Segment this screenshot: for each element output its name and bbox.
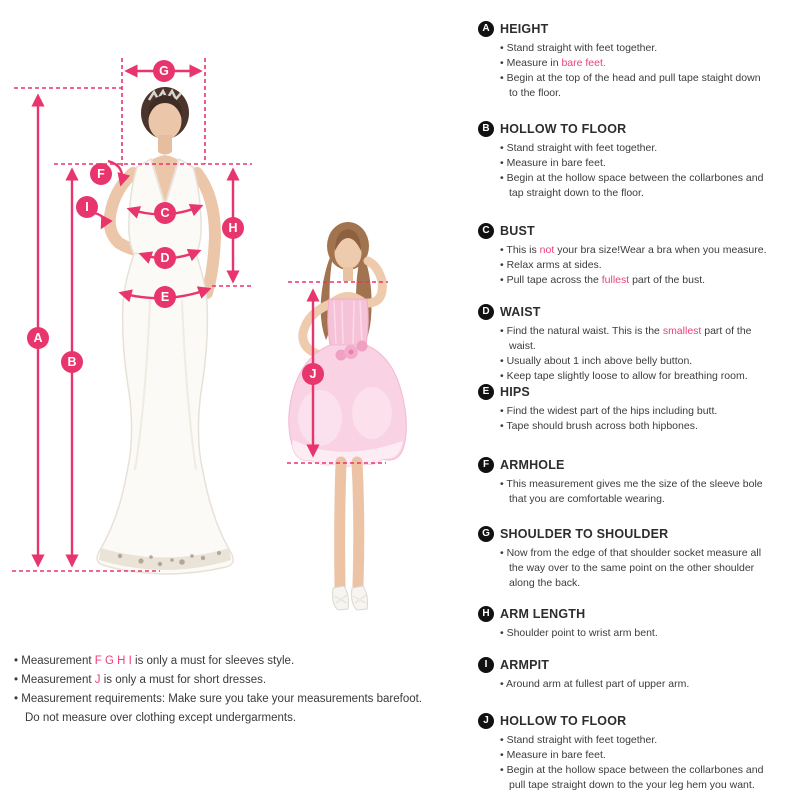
white-shoe <box>333 586 349 610</box>
bullet <box>500 626 772 641</box>
note-pre: Measurement <box>21 655 95 667</box>
letter-badge: A <box>478 21 494 37</box>
section-height <box>478 20 796 101</box>
letter-badge: G <box>478 526 494 542</box>
section-arm-length <box>478 605 796 641</box>
bullet-pre: Stand straight with feet together. <box>506 734 658 746</box>
footnote <box>14 652 466 671</box>
note-hot: F G H I <box>94 655 132 667</box>
bullet-pre: Shoulder point to wrist arm bent. <box>506 627 658 639</box>
bullet-pre: Begin at the hollow space between the collarbones and tap straight down to the floor. <box>506 172 764 199</box>
measure-label-h: H <box>222 217 244 239</box>
bullet-hot: bare feet. <box>561 57 606 69</box>
letter-badge: D <box>478 304 494 320</box>
bullet <box>500 71 772 101</box>
bullet <box>500 677 772 692</box>
note-post: is only a must for sleeves style. <box>131 655 295 667</box>
section-waist <box>478 303 796 384</box>
bullet-pre: This measurement gives me the size of the sleeve bole that you are comfortable wearing. <box>506 478 763 505</box>
letter-badge: J <box>478 713 494 729</box>
bullet-post: your bra size!Wear a bra when you measure. <box>554 244 767 256</box>
bullet <box>500 419 772 434</box>
note-pre: Do not measure over clothing except undergarments. <box>25 712 297 724</box>
bullet <box>500 56 772 71</box>
section-hollow-to-floor <box>478 120 796 201</box>
bullet-pre: Around arm at fullest part of upper arm. <box>506 678 690 690</box>
section-armhole <box>478 456 796 507</box>
section-title: BUST <box>500 223 535 238</box>
bullet-post: part of the bust. <box>629 274 706 286</box>
bullet-pre: Pull tape across the <box>506 274 602 286</box>
letter-badge: H <box>478 606 494 622</box>
bullet-pre: Begin at the hollow space between the collarbones and pull tape straight down to the your leg hem you want. <box>506 764 764 791</box>
arrow-armpit <box>94 213 104 227</box>
bullet <box>500 258 772 273</box>
section-title: HOLLOW TO FLOOR <box>500 121 627 136</box>
bullet-post: part of the waist. <box>509 325 752 352</box>
bullet <box>500 354 772 369</box>
measure-label-d: D <box>154 247 176 269</box>
bullet <box>500 369 772 384</box>
bullet-pre: Tape should brush across both hipbones. <box>506 420 698 432</box>
bullet-pre: Measure in bare feet. <box>506 157 606 169</box>
section-title: HOLLOW TO FLOOR <box>500 713 627 728</box>
bullet-pre: Keep tape slightly loose to allow for breathing room. <box>506 370 748 382</box>
bullet-pre: Stand straight with feet together. <box>506 142 658 154</box>
section-title: ARMHOLE <box>500 457 565 472</box>
section-title: HIPS <box>500 384 530 399</box>
footnote <box>14 690 466 709</box>
bullet-pre: Measure in bare feet. <box>506 749 606 761</box>
bullet-pre: Stand straight with feet together. <box>506 42 658 54</box>
bullet-pre: Find the natural waist. This is the <box>506 325 663 337</box>
measure-label-c: C <box>154 202 176 224</box>
bullet-pre: This is <box>506 244 540 256</box>
bullet <box>500 546 772 591</box>
section-title: HEIGHT <box>500 21 549 36</box>
section-hollow-to-floor-short <box>478 712 796 793</box>
bullet-hot: fullest <box>601 274 630 286</box>
letter-badge: E <box>478 384 494 400</box>
bullet <box>500 156 772 171</box>
bullet <box>500 273 772 288</box>
measure-label-a: A <box>27 327 49 349</box>
bullet-pre: Measure in <box>506 57 562 69</box>
measure-label-g: G <box>153 60 175 82</box>
bullet <box>500 324 772 354</box>
letter-badge: F <box>478 457 494 473</box>
bullet <box>500 748 772 763</box>
bullet <box>500 763 772 793</box>
bullet <box>500 404 772 419</box>
measure-label-e: E <box>154 286 176 308</box>
measure-label-j: J <box>302 363 324 385</box>
bullet <box>500 243 772 258</box>
note-hot: J <box>94 674 101 686</box>
footnotes <box>14 652 466 728</box>
bullet-pre: Relax arms at sides. <box>506 259 602 271</box>
section-bust <box>478 222 796 288</box>
bullet-hot: not <box>539 244 555 256</box>
bullet-pre: Usually about 1 inch above belly button. <box>506 355 693 367</box>
section-armpit <box>478 656 796 692</box>
bullet <box>500 733 772 748</box>
section-shoulder-to-shoulder <box>478 525 796 591</box>
bride-figure <box>97 87 233 574</box>
bullet <box>500 171 772 201</box>
white-shoe <box>352 586 368 610</box>
bullet <box>500 41 772 56</box>
measure-label-f: F <box>90 163 112 185</box>
footnote-continuation <box>14 709 466 728</box>
section-title: WAIST <box>500 304 541 319</box>
note-pre: Measurement requirements: Make sure you take your measurements barefoot. <box>21 693 423 705</box>
section-title: ARMPIT <box>500 657 550 672</box>
footnote <box>14 671 466 690</box>
bullet-pre: Now from the edge of that shoulder socket measure all the way over to the same point on the other shoulder along the back. <box>506 547 762 589</box>
letter-badge: B <box>478 121 494 137</box>
letter-badge: C <box>478 223 494 239</box>
bullet <box>500 477 772 507</box>
section-title: ARM LENGTH <box>500 606 586 621</box>
bullet <box>500 141 772 156</box>
section-hips <box>478 383 796 434</box>
measure-label-i: I <box>76 196 98 218</box>
note-pre: Measurement <box>21 674 95 686</box>
letter-badge: I <box>478 657 494 673</box>
section-title: SHOULDER TO SHOULDER <box>500 526 669 541</box>
measure-label-b: B <box>61 351 83 373</box>
short-dress-figure <box>289 222 407 610</box>
measurement-diagram <box>0 0 470 660</box>
bullet-pre: Find the widest part of the hips including butt. <box>506 405 718 417</box>
note-post: is only a must for short dresses. <box>100 674 267 686</box>
bullet-pre: Begin at the top of the head and pull tape staight down to the floor. <box>506 72 761 99</box>
bullet-hot: smallest <box>662 325 702 337</box>
